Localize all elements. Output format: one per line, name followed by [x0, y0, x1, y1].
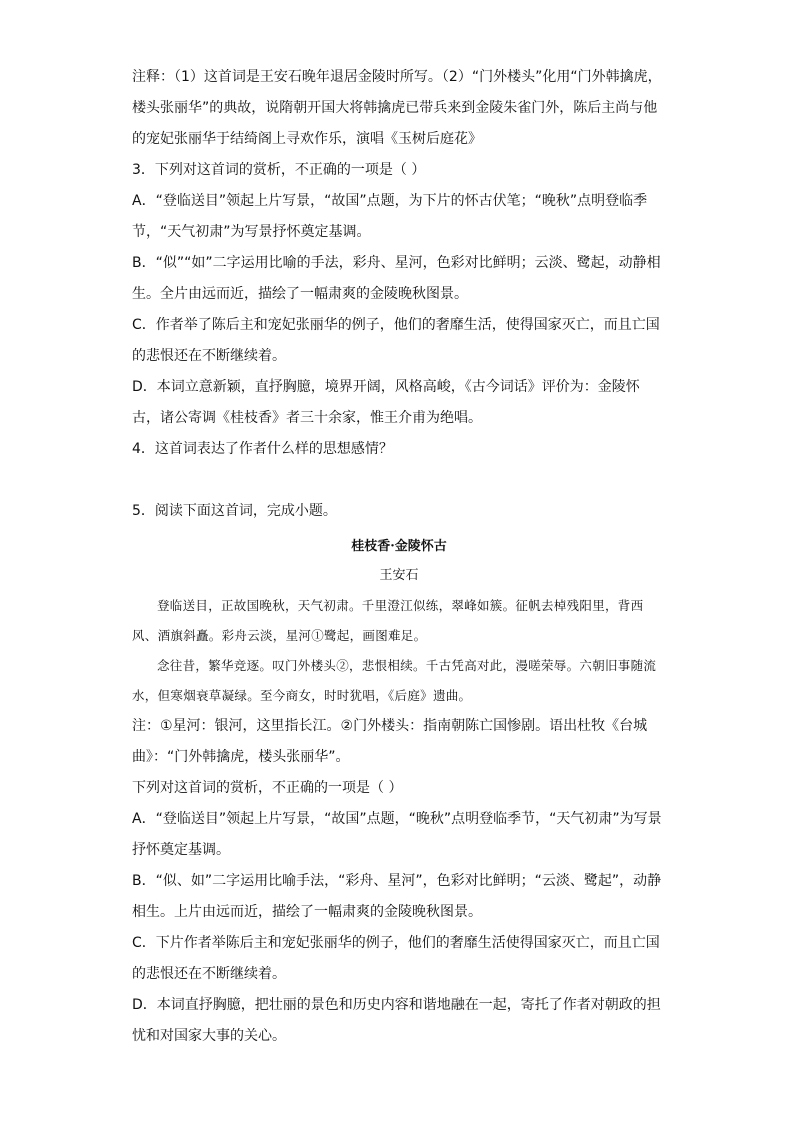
question-4-stem: 4．这首词表达了作者什么样的思想感情？ — [132, 441, 393, 457]
question-3-stem: 3．下列对这首词的赏析，不正确的一项是（ ） — [132, 162, 426, 178]
answer-space — [132, 465, 666, 496]
poem-stanza-1: 登临送目，正故国晚秋，天气初肃。千里澄江似练，翠峰如簇。征帆去棹残阳里，背西风、酒旗斜矗。彩舟云淡，星河①鹭起，画图难足。 — [132, 598, 644, 643]
poem-author: 王安石 — [379, 568, 419, 583]
question-3-option-a: A．“登临送目”领起上片写景，“故国”点题，为下片的怀古伏笔；“晚秋”点明登临季节，“天气初肃”为写景抒怀奠定基调。 — [132, 193, 648, 240]
page-content — [132, 62, 666, 1052]
question-5-option-d: D．本词直抒胸臆，把壮丽的景色和历史内容和谐地融在一起，寄托了作者对朝政的担忧和对国家大事的关心。 — [132, 997, 661, 1044]
question-5-option-b: B．“似、如”二字运用比喻手法，“彩舟、星河”，色彩对比鲜明；“云淡、鹭起”，动静相生。上片由远而近，描绘了一幅肃爽的金陵晚秋图景。 — [132, 873, 662, 920]
question-3-option-b: B．“似”“如”二字运用比喻的手法，彩舟、星河，色彩对比鲜明；云淡、鹭起，动静相生。全片由远而近，描绘了一幅肃爽的金陵晚秋图景。 — [132, 255, 661, 302]
question-5-sub-stem: 下列对这首词的赏析，不正确的一项是（ ） — [132, 780, 403, 796]
question-5-stem: 5．阅读下面这首词，完成小题。 — [132, 503, 337, 519]
poem-stanza-2: 念往昔，繁华竞逐。叹门外楼头②，悲恨相续。千古凭高对此，漫嗟荣辱。六朝旧事随流水，但寒烟衰草凝绿。至今商女，时时犹唱，《后庭》遗曲。 — [132, 658, 657, 703]
note-paragraph: 注释：（1）这首词是王安石晚年退居金陵时所写。（2）“门外楼头”化用“门外韩擒虎，楼头张丽华”的典故，说隋朝开国大将韩擒虎已带兵来到金陵朱雀门外，陈后主尚与他的宠妃张丽华于结绮阁上寻欢作乐，演唱《玉树后庭花》 — [132, 69, 662, 147]
question-3-option-d: D．本词立意新颖，直抒胸臆，境界开阔，风格高峻，《古今词话》评价为：金陵怀古，诸公寄调《桂枝香》者三十余家，惟王介甫为绝唱。 — [132, 379, 640, 426]
question-5-option-c: C．下片作者举陈后主和宠妃张丽华的例子，他们的奢靡生活使得国家灭亡，而且亡国的悲恨还在不断继续着。 — [132, 935, 660, 982]
poem-title: 桂枝香·金陵怀古 — [351, 539, 447, 554]
question-3-option-c: C．作者举了陈后主和宠妃张丽华的例子，他们的奢靡生活，使得国家灭亡，而且亡国的悲恨还在不断继续着。 — [132, 317, 660, 364]
question-5-option-a: A．“登临送目”领起上片写景，“故国”点题，“晚秋”点明登临季节，“天气初肃”为写景抒怀奠定基调。 — [132, 811, 662, 858]
poem-note: 注：①星河：银河，这里指长江。②门外楼头：指南朝陈亡国惨剧。语出杜牧《台城曲》：“门外韩擒虎，楼头张丽华”。 — [132, 718, 648, 765]
